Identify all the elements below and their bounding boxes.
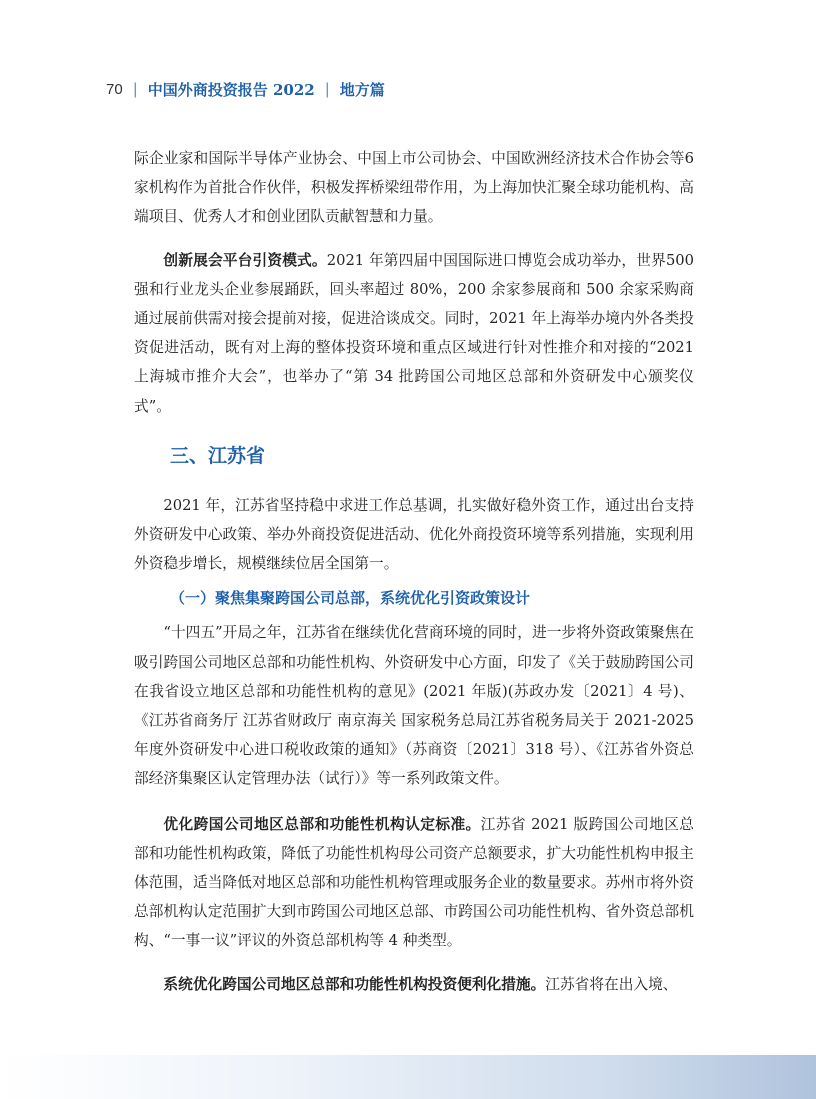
paragraph-6 xyxy=(134,970,694,999)
paragraph-2 xyxy=(134,246,694,421)
paragraph-4: “十四五”开局之年，江苏省在继续优化营商环境的同时，进一步将外资政策聚焦在吸引跨国公司地区总部和功能性机构、外资研发中心方面，印发了《关于鼓励跨国公司在我省设立地区总部和功能性机构的意见》(2021 年版)(苏政办发〔2021〕4 号)、《江苏省商务厅 江苏省财政厅 南京海关 国家税务总局江苏省税务局关于 2021-2025年度外资研发中心进口税收政策的通知》（苏商资〔2021〕318 号）、《江苏省外资总部经济集聚区认定管理办法（试行）》等一系列政策文件。 xyxy=(134,624,694,788)
paragraph-6-lead: 系统优化跨国公司地区总部和功能性机构投资便利化措施。 xyxy=(163,975,546,993)
section-heading-jiangsu: 三、江苏省 xyxy=(170,444,266,467)
page-number: 70 xyxy=(106,80,123,98)
paragraph-2-lead: 创新展会平台引资模式。 xyxy=(163,251,327,269)
paragraph-1: 际企业家和国际半导体产业协会、中国上市公司协会、中国欧洲经济技术合作协会等6 家机构作为首批合作伙伴，积极发挥桥梁纽带作用，为上海加快汇聚全球功能机构、高端项目、优秀人才和创业团队贡献智慧和力量。 xyxy=(134,150,694,226)
page-header xyxy=(106,78,385,100)
report-title: 中国外商投资报告 2022 xyxy=(147,80,315,99)
footer-gradient-band xyxy=(0,1055,816,1099)
section-name: 地方篇 xyxy=(339,80,385,99)
paragraph-2-body: 2021 年第四届中国国际进口博览会成功举办，世界500 强和行业龙头企业参展踊跃，回头率超过 80%，200 余家参展商和 500 余家采购商通过展前供需对接会提前对接，促进洽谈成交。同时，2021 年上海举办境内外各类投资促进活动，既有对上海的整体投资环境和重点区域进行针对性推介和对接的“2021 上海城市推介大会”，也举办了“第 34 批跨国公司地区总部和外资研发中心颁奖仪式”。 xyxy=(134,251,694,415)
subsection-heading-1: （一）聚焦集聚跨国公司总部，系统优化引资政策设计 xyxy=(170,589,531,608)
paragraph-6-body: 江苏省将在出入境、 xyxy=(545,975,678,993)
header-separator: | xyxy=(324,80,330,98)
paragraph-5 xyxy=(134,810,694,956)
header-separator: | xyxy=(132,80,138,98)
page-body xyxy=(134,144,694,999)
paragraph-5-lead: 优化跨国公司地区总部和功能性机构认定标准。 xyxy=(163,815,481,833)
paragraph-5-body: 江苏省 2021 版跨国公司地区总部和功能性机构政策，降低了功能性机构母公司资产总额要求，扩大功能性机构申报主体范围，适当降低对地区总部和功能性机构管理或服务企业的数量要求。苏州市将外资总部机构认定范围扩大到市跨国公司地区总部、市跨国公司功能性机构、省外资总部机构、“一事一议”评议的外资总部机构等 4 种类型。 xyxy=(134,815,694,950)
paragraph-3: 2021 年，江苏省坚持稳中求进工作总基调，扎实做好稳外资工作，通过出台支持外资研发中心政策、举办外商投资促进活动、优化外商投资环境等系列措施，实现利用外资稳步增长，规模继续位居全国第一。 xyxy=(134,496,694,573)
